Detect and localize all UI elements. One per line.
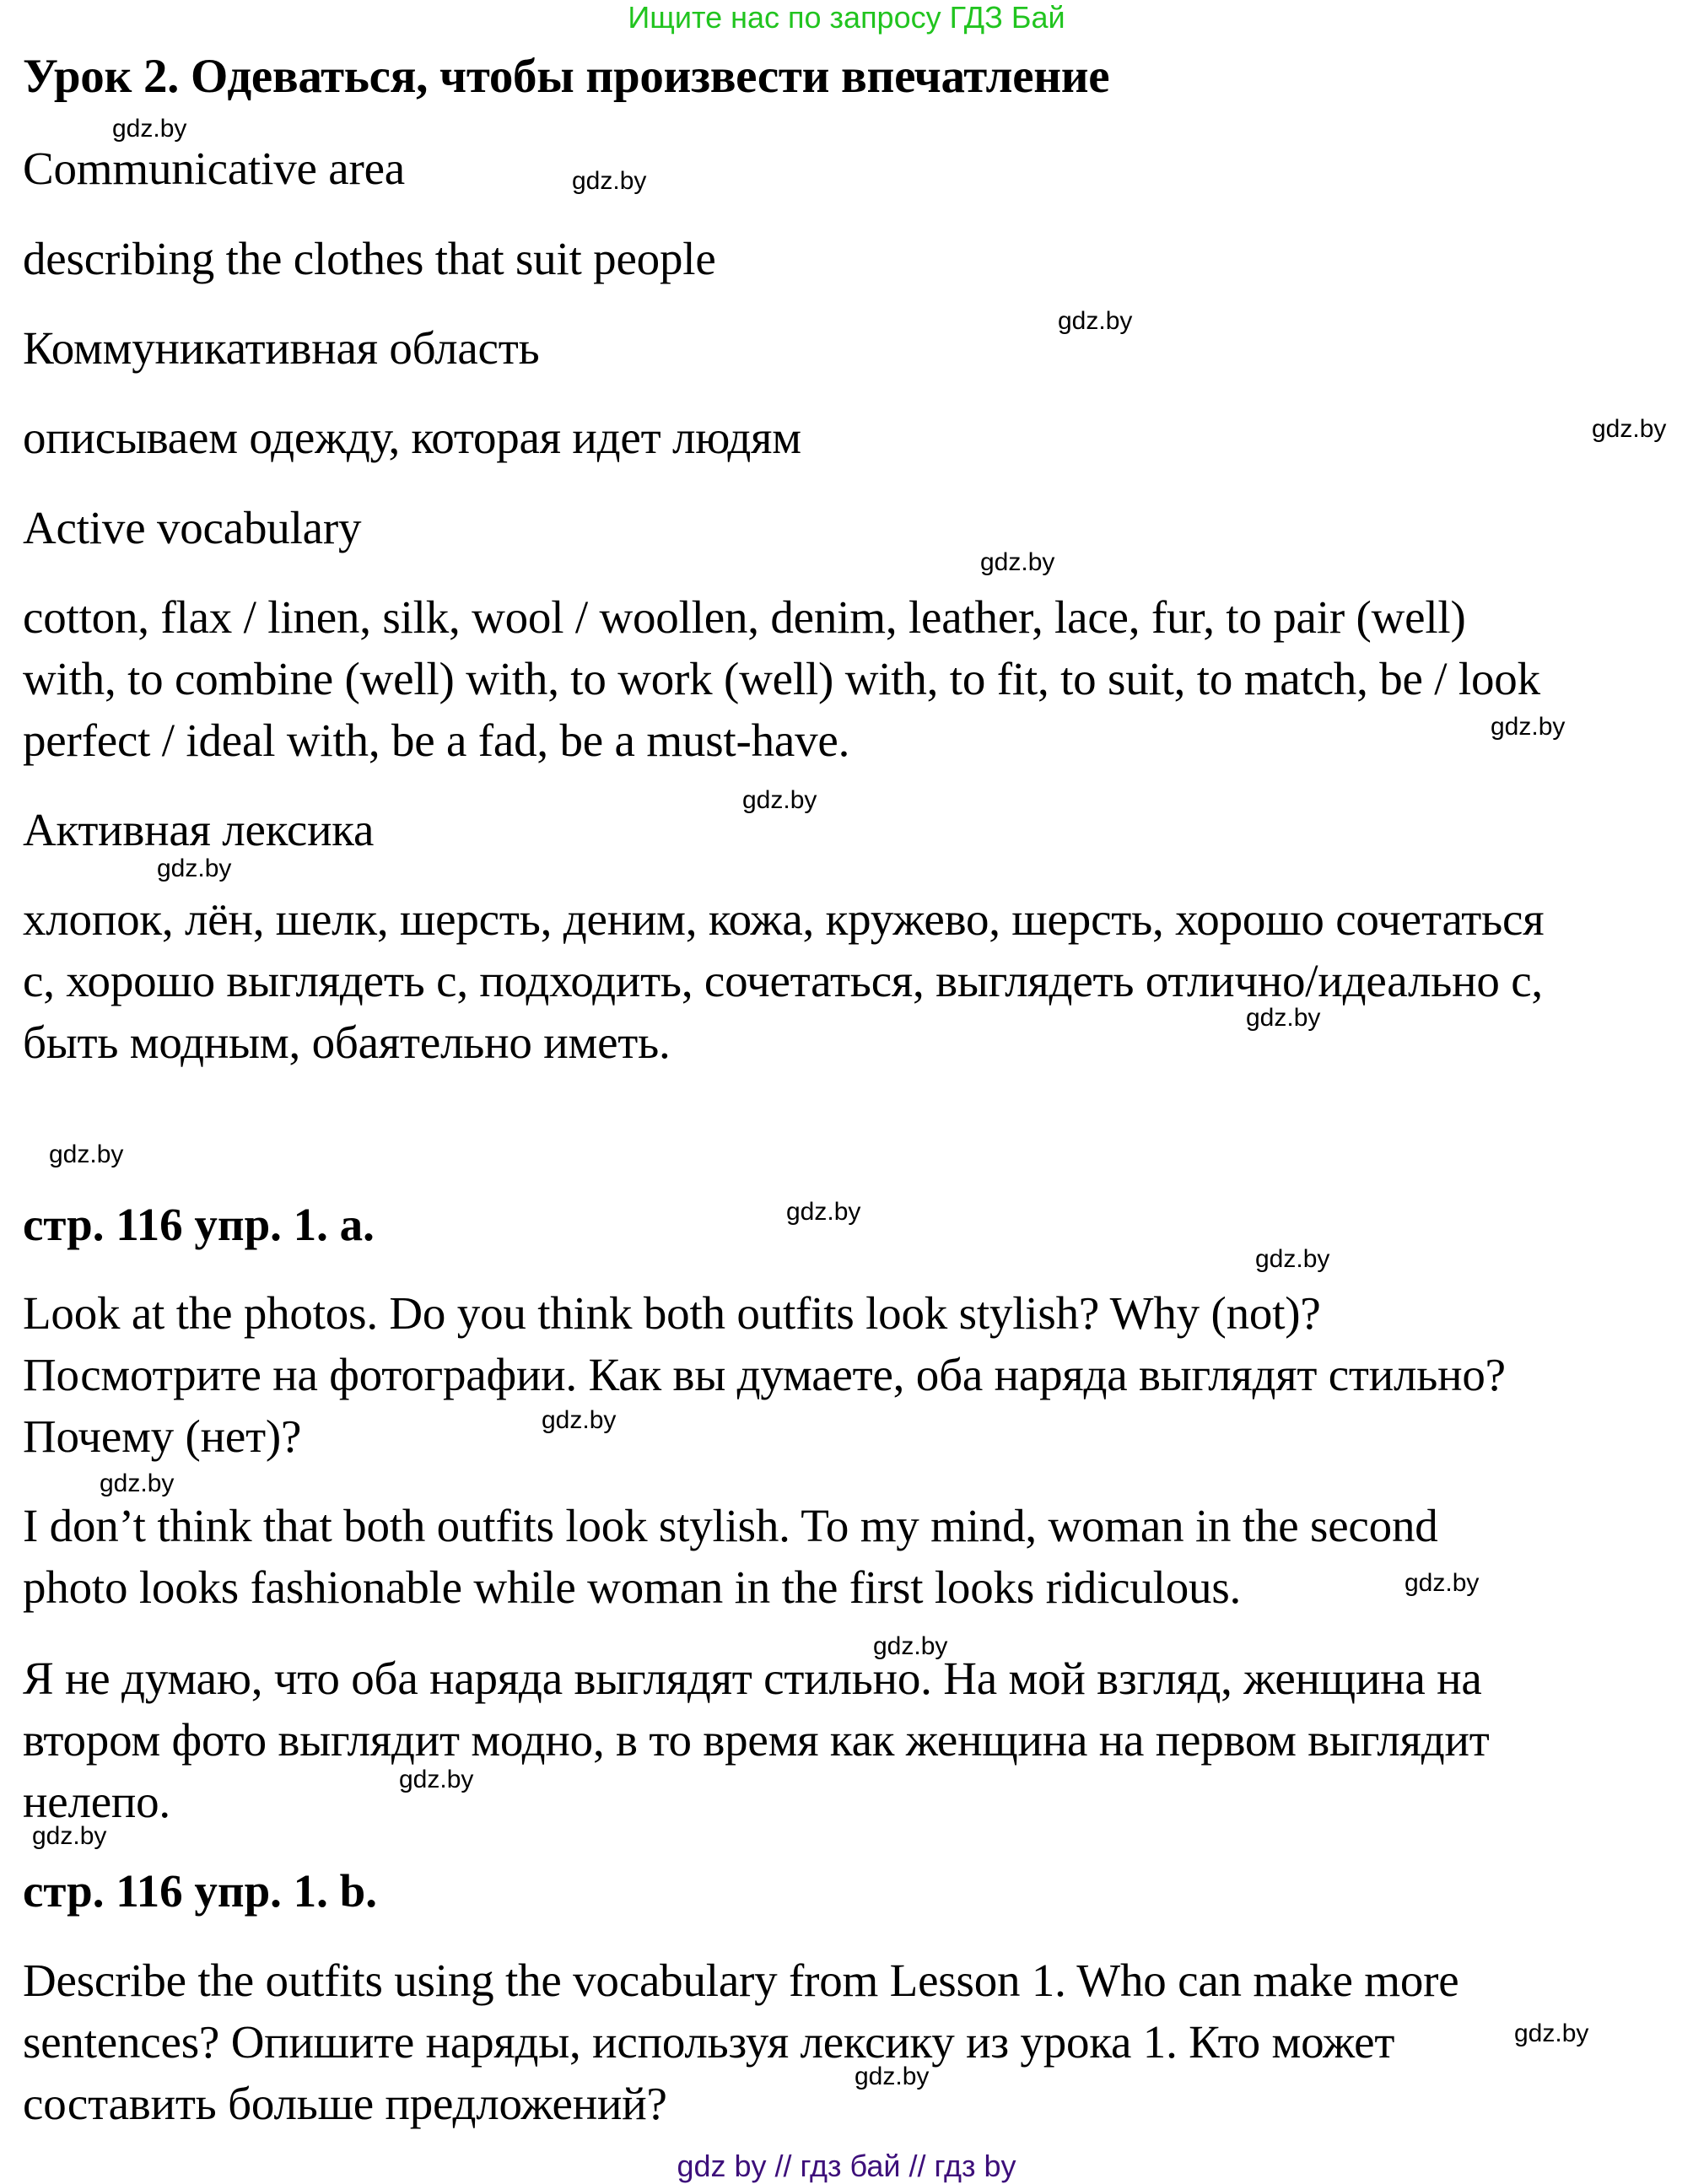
vocabulary-line-ru: хлопок, лён, шелк, шерсть, деним, кожа, кружево, шерсть, хорошо сочетаться (23, 893, 1545, 945)
answer-ru-line: Я не думаю, что оба наряда выглядят стильно. На мой взгляд, женщина на (23, 1653, 1482, 1704)
watermark: gdz.by (742, 786, 817, 814)
vocabulary-label-ru: Активная лексика (23, 804, 375, 855)
exercise-heading: стр. 116 упр. 1. b. (23, 1865, 378, 1917)
search-banner: Ищите нас по запросу ГДЗ Бай (628, 0, 1065, 35)
vocabulary-line: with, to combine (well) with, to work (well) with, to fit, to suit, to match, be / look (23, 653, 1540, 704)
communicative-area-label: Communicative area (23, 143, 406, 194)
communicative-area-label-ru: Коммуникативная область (23, 322, 540, 374)
watermark: gdz.by (542, 1406, 617, 1434)
watermark: gdz.by (157, 855, 232, 882)
watermark: gdz.by (49, 1141, 124, 1168)
watermark: gdz.by (32, 1822, 107, 1850)
watermark: gdz.by (1592, 415, 1667, 443)
watermark: gdz.by (572, 167, 647, 195)
vocabulary-line-ru: с, хорошо выглядеть с, подходить, сочетаться, выглядеть отлично/идеально с, (23, 955, 1543, 1006)
vocabulary-line: cotton, flax / linen, silk, wool / woollen, denim, leather, lace, fur, to pair (well) (23, 591, 1466, 643)
watermark: gdz.by (1058, 307, 1133, 335)
answer-en-line: I don’t think that both outfits look stylish. To my mind, woman in the second (23, 1500, 1438, 1551)
exercise-task-line: Почему (нет)? (23, 1410, 302, 1462)
watermark: gdz.by (1514, 2020, 1589, 2047)
watermark: gdz.by (1246, 1004, 1321, 1032)
exercise-task-line: sentences? Опишите наряды, используя лексику из урока 1. Кто может (23, 2016, 1395, 2068)
communicative-area-text-ru: описываем одежду, которая идет людям (23, 412, 801, 463)
exercise-task-line: Describe the outfits using the vocabulary from Lesson 1. Who can make more (23, 1955, 1459, 2006)
watermark: gdz.by (1491, 713, 1566, 741)
watermark: gdz.by (100, 1469, 175, 1497)
answer-ru-line: нелепо. (23, 1776, 170, 1827)
communicative-area-text: describing the clothes that suit people (23, 233, 716, 284)
exercise-heading: стр. 116 упр. 1. a. (23, 1199, 375, 1250)
vocabulary-line-ru: быть модным, обаятельно иметь. (23, 1017, 671, 1068)
watermark: gdz.by (873, 1632, 948, 1660)
watermark: gdz.by (112, 115, 187, 143)
watermark: gdz.by (855, 2063, 930, 2090)
answer-ru-line: втором фото выглядит модно, в то время как женщина на первом выглядит (23, 1714, 1490, 1766)
watermark: gdz.by (1255, 1245, 1330, 1273)
exercise-task-line: Look at the photos. Do you think both outfits look stylish? Why (not)? (23, 1287, 1321, 1339)
answer-en-line: photo looks fashionable while woman in the first looks ridiculous. (23, 1561, 1242, 1613)
exercise-task-line: Посмотрите на фотографии. Как вы думаете, оба наряда выглядят стильно? (23, 1349, 1506, 1400)
vocabulary-line: perfect / ideal with, be a fad, be a must-have. (23, 715, 850, 766)
vocabulary-label: Active vocabulary (23, 502, 362, 553)
lesson-title: Урок 2. Одеваться, чтобы произвести впечатление (23, 50, 1110, 103)
watermark: gdz.by (980, 548, 1055, 576)
watermark: gdz.by (399, 1766, 474, 1793)
watermark: gdz.by (786, 1198, 861, 1226)
exercise-task-line: составить больше предложений? (23, 2078, 667, 2129)
footer-links: gdz by // гдз бай // гдз by (677, 2149, 1016, 2183)
watermark: gdz.by (1405, 1569, 1480, 1597)
